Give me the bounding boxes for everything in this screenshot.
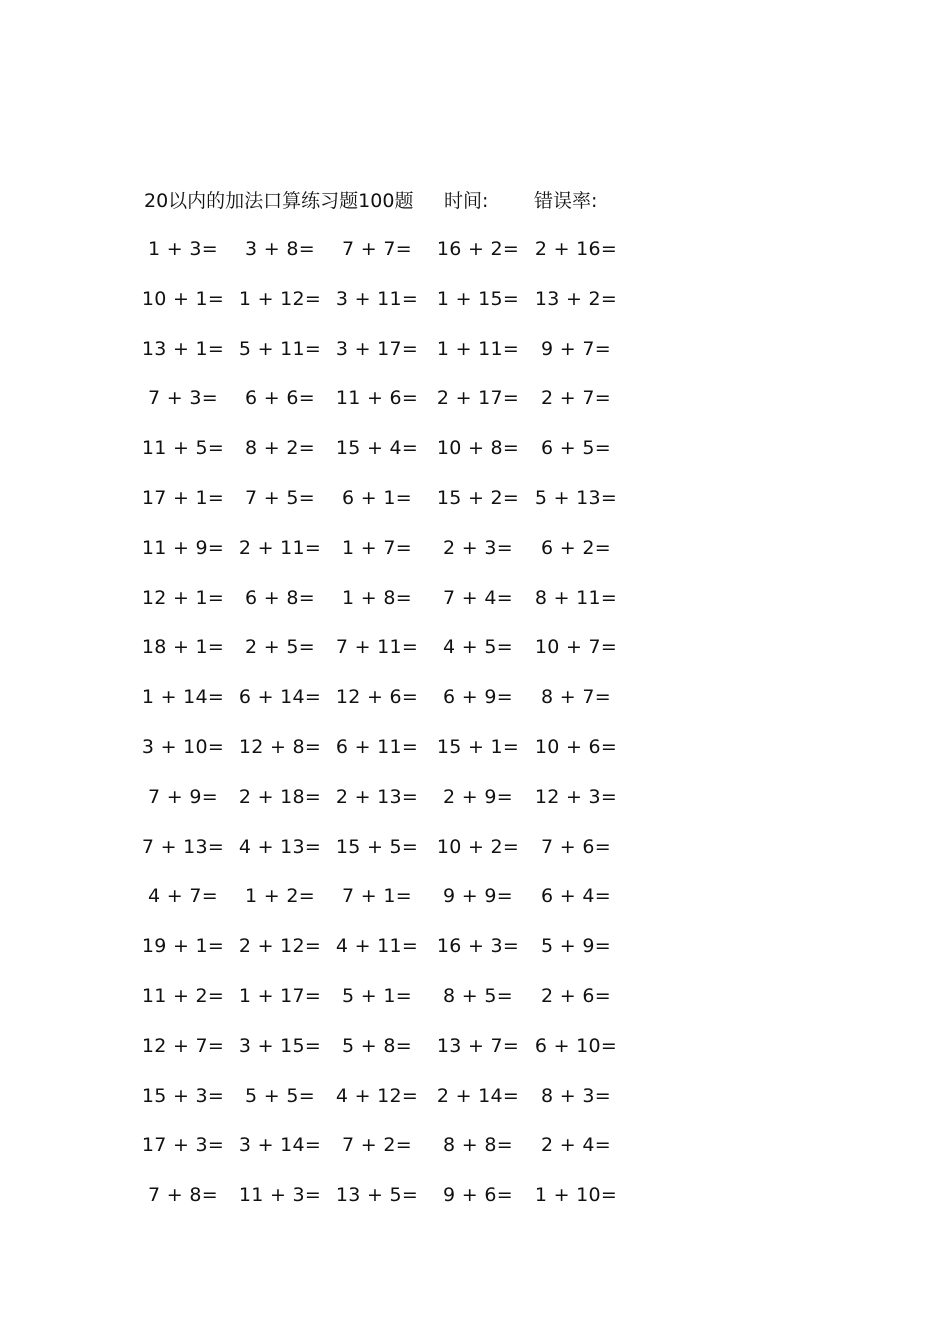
problem-item: 13 + 1= [141, 337, 225, 360]
problem-item: 2 + 9= [443, 785, 513, 808]
problem-item: 8 + 5= [443, 984, 513, 1007]
problem-row [144, 233, 644, 283]
problem-item: 2 + 17= [436, 387, 520, 410]
problem-item: 12 + 7= [141, 1034, 225, 1057]
problem-item: 1 + 7= [342, 536, 412, 559]
problem-item: 6 + 9= [443, 686, 513, 709]
problem-item: 3 + 14= [238, 1134, 322, 1157]
problem-item: 7 + 1= [342, 885, 412, 908]
problem-item: 10 + 6= [534, 735, 618, 758]
problem-item: 5 + 9= [541, 935, 611, 958]
problem-item: 6 + 6= [245, 387, 315, 410]
problem-item: 8 + 3= [541, 1084, 611, 1107]
problem-row [144, 880, 644, 930]
problem-item: 5 + 8= [342, 1034, 412, 1057]
problem-row [141, 532, 644, 582]
worksheet-title: 20以内的加法口算练习题100题 [144, 190, 414, 212]
time-label: 时间: [444, 190, 489, 212]
problem-item: 16 + 2= [436, 238, 520, 260]
problem-item: 6 + 2= [541, 536, 611, 559]
problem-row [141, 432, 644, 482]
problem-item: 11 + 3= [238, 1184, 322, 1207]
problem-item: 3 + 11= [335, 287, 419, 310]
problem-item: 2 + 18= [238, 785, 322, 808]
problem-item: 9 + 9= [443, 885, 513, 908]
problem-item: 10 + 7= [534, 636, 618, 659]
problem-item: 9 + 7= [541, 337, 611, 360]
problem-item: 3 + 10= [141, 735, 225, 758]
problem-item: 2 + 6= [541, 984, 611, 1007]
problem-row [141, 831, 644, 881]
problem-item: 4 + 11= [335, 935, 419, 958]
problem-item: 13 + 5= [335, 1184, 419, 1207]
problem-row [144, 781, 644, 831]
problem-item: 7 + 2= [342, 1134, 412, 1157]
problem-item: 10 + 1= [141, 287, 225, 310]
problem-row [141, 930, 644, 980]
problem-item: 10 + 2= [436, 835, 520, 858]
problem-item: 4 + 13= [238, 835, 322, 858]
problem-item: 15 + 2= [436, 486, 520, 509]
problem-row [141, 1030, 644, 1080]
problem-item: 5 + 13= [534, 486, 618, 509]
problem-row [141, 1129, 644, 1179]
problem-item: 15 + 1= [436, 735, 520, 758]
problem-item: 8 + 8= [443, 1134, 513, 1157]
problem-item: 2 + 16= [534, 238, 618, 260]
problem-item: 4 + 7= [148, 885, 218, 908]
problem-row [141, 482, 644, 532]
problem-item: 3 + 17= [335, 337, 419, 360]
problem-item: 19 + 1= [141, 935, 225, 958]
problem-item: 8 + 11= [534, 586, 618, 609]
problem-item: 6 + 10= [534, 1034, 618, 1057]
problem-item: 11 + 6= [335, 387, 419, 410]
problem-item: 1 + 2= [245, 885, 315, 908]
problem-row [141, 1080, 644, 1130]
problem-item: 6 + 1= [342, 486, 412, 509]
problem-item: 6 + 11= [335, 735, 419, 758]
error-rate-label: 错误率: [534, 190, 598, 212]
problem-item: 1 + 10= [534, 1184, 618, 1207]
problem-item: 12 + 3= [534, 785, 618, 808]
problem-item: 2 + 3= [443, 536, 513, 559]
problem-item: 5 + 11= [238, 337, 322, 360]
problem-item: 7 + 8= [148, 1184, 218, 1207]
problem-row [141, 731, 644, 781]
problem-item: 7 + 7= [342, 238, 412, 260]
problem-item: 2 + 5= [245, 636, 315, 659]
problem-item: 12 + 6= [335, 686, 419, 709]
problem-row [141, 980, 644, 1030]
problem-item: 1 + 8= [342, 586, 412, 609]
problem-row [144, 1179, 644, 1229]
problem-item: 7 + 4= [443, 586, 513, 609]
problem-item: 17 + 1= [141, 486, 225, 509]
problem-item: 6 + 4= [541, 885, 611, 908]
problem-item: 18 + 1= [141, 636, 225, 659]
problem-row [141, 681, 644, 731]
problem-item: 2 + 13= [335, 785, 419, 808]
problem-item: 13 + 7= [436, 1034, 520, 1057]
problem-item: 6 + 8= [245, 586, 315, 609]
problem-item: 13 + 2= [534, 287, 618, 310]
problem-item: 1 + 17= [238, 984, 322, 1007]
problem-item: 2 + 4= [541, 1134, 611, 1157]
problem-item: 6 + 5= [541, 437, 611, 460]
problem-item: 7 + 9= [148, 785, 218, 808]
problem-row [141, 631, 644, 681]
problem-item: 1 + 11= [436, 337, 520, 360]
problem-item: 7 + 13= [141, 835, 225, 858]
problem-item: 2 + 7= [541, 387, 611, 410]
problem-item: 8 + 7= [541, 686, 611, 709]
problem-item: 17 + 3= [141, 1134, 225, 1157]
problem-item: 7 + 11= [335, 636, 419, 659]
problem-item: 15 + 4= [335, 437, 419, 460]
problem-item: 7 + 5= [245, 486, 315, 509]
problem-item: 2 + 11= [238, 536, 322, 559]
problem-item: 7 + 3= [148, 387, 218, 410]
problem-item: 9 + 6= [443, 1184, 513, 1207]
problem-item: 5 + 5= [245, 1084, 315, 1107]
problem-item: 2 + 14= [436, 1084, 520, 1107]
problem-row [141, 582, 644, 632]
problem-row [141, 333, 644, 383]
problem-item: 1 + 3= [148, 238, 218, 260]
problem-item: 16 + 3= [436, 935, 520, 958]
problem-item: 4 + 5= [443, 636, 513, 659]
problem-item: 2 + 12= [238, 935, 322, 958]
problem-item: 1 + 12= [238, 287, 322, 310]
problem-row [144, 382, 644, 432]
problem-item: 10 + 8= [436, 437, 520, 460]
problem-item: 11 + 2= [141, 984, 225, 1007]
problem-item: 3 + 15= [238, 1034, 322, 1057]
problem-item: 1 + 14= [141, 686, 225, 709]
problem-item: 12 + 1= [141, 586, 225, 609]
problem-item: 6 + 14= [238, 686, 322, 709]
problem-item: 11 + 9= [141, 536, 225, 559]
problem-item: 8 + 2= [245, 437, 315, 460]
problem-item: 12 + 8= [238, 735, 322, 758]
problem-grid [141, 233, 644, 1229]
problem-item: 7 + 6= [541, 835, 611, 858]
problem-item: 5 + 1= [342, 984, 412, 1007]
problem-item: 3 + 8= [245, 238, 315, 260]
problem-item: 4 + 12= [335, 1084, 419, 1107]
problem-item: 15 + 5= [335, 835, 419, 858]
problem-item: 1 + 15= [436, 287, 520, 310]
problem-item: 15 + 3= [141, 1084, 225, 1107]
problem-row [141, 283, 644, 333]
problem-item: 11 + 5= [141, 437, 225, 460]
